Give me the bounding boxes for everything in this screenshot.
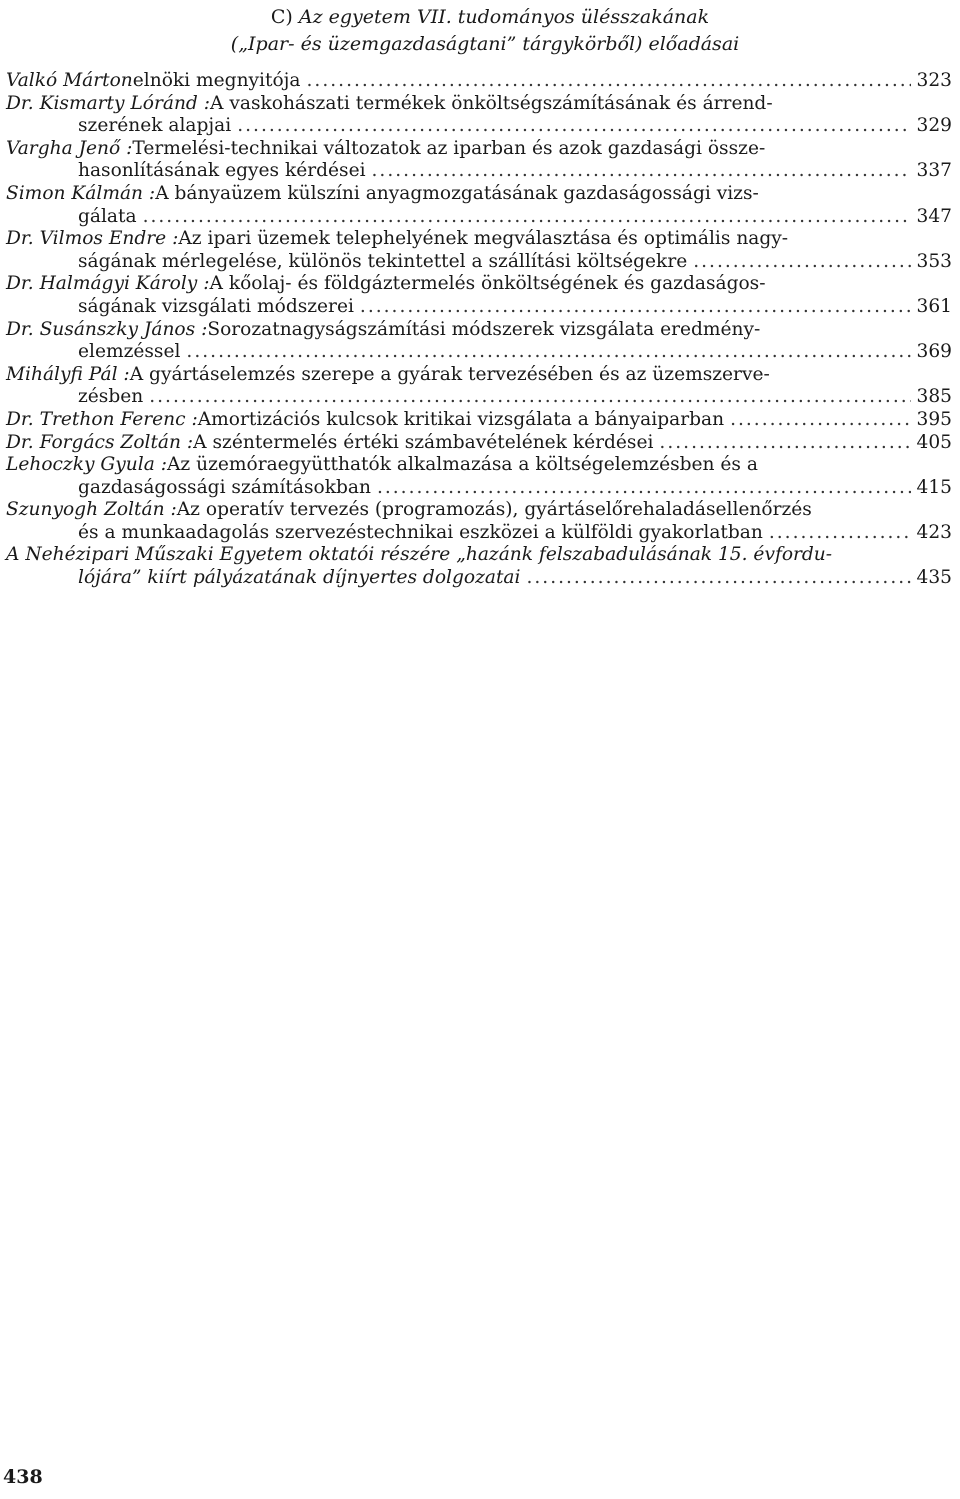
toc-entry-title-cont: zésben xyxy=(78,386,144,408)
toc-entry-page: 395 xyxy=(916,408,952,430)
toc-entry-author: Simon Kálmán : xyxy=(6,182,156,204)
dot-leader xyxy=(377,477,911,500)
toc-entry xyxy=(6,273,952,318)
toc-entry-author: Szunyogh Zoltán : xyxy=(6,499,177,521)
toc-entry-page: 415 xyxy=(916,476,952,498)
toc-entry-page: 435 xyxy=(916,567,952,589)
toc-entry xyxy=(6,544,952,589)
toc-entry xyxy=(6,454,952,499)
toc-entry-author: Dr. Halmágyi Károly : xyxy=(6,273,210,295)
toc-entry-author: Dr. Trethon Ferenc : xyxy=(6,408,198,430)
toc-entry-title-cont: és a munkaadagolás szervezéstechnikai eszközei a külföldi gyakorlatban xyxy=(78,521,763,543)
toc-entry-page: 347 xyxy=(916,205,952,227)
toc-entry-author: Dr. Kismarty Lóránd : xyxy=(6,92,211,114)
section-header xyxy=(0,4,960,58)
toc-entry xyxy=(6,432,952,455)
toc-entry-page: 353 xyxy=(916,250,952,272)
toc-entry xyxy=(6,319,952,364)
toc-entry xyxy=(6,183,952,228)
toc-entry-title-cont: gazdaságossági számításokban xyxy=(78,476,371,498)
toc-entry-author: Mihályfi Pál : xyxy=(6,363,130,385)
dot-leader xyxy=(372,160,911,183)
toc-entry-page: 329 xyxy=(916,115,952,137)
dot-leader xyxy=(360,296,911,319)
toc-entry-author: A Nehézipari Műszaki Egyetem oktatói részére „hazánk felszabadulásának 15. évfordu- xyxy=(6,544,833,566)
dot-leader xyxy=(149,386,910,409)
toc-entry-page: 337 xyxy=(916,160,952,182)
toc-entry-title-cont: elemzéssel xyxy=(78,341,181,363)
section-label: C) xyxy=(270,6,293,28)
toc-entry-author: Dr. Susánszky János : xyxy=(6,318,208,340)
toc-entry-title-cont: szerének alapjai xyxy=(78,115,232,137)
toc-entry-title: Sorozatnagyságszámítási módszerek vizsgálata eredmény- xyxy=(207,318,761,340)
toc-entry-title-cont: gálata xyxy=(78,205,137,227)
toc-entry-title: A széntermelés értéki számbavételének kérdései xyxy=(193,431,654,453)
dot-leader xyxy=(143,206,911,229)
toc-entry-author: Vargha Jenő : xyxy=(6,137,133,159)
toc-entry-page: 323 xyxy=(916,70,952,91)
toc-entry-title: A gyártáselemzés szerepe a gyárak tervezésében és az üzemszerve- xyxy=(129,363,770,385)
dot-leader xyxy=(769,522,911,545)
dot-leader xyxy=(186,341,910,364)
toc-entry-title-cont: ságának mérlegelése, különös tekintettel a szállítási költségekre xyxy=(78,250,688,272)
toc-entry-title: Termelési-technikai változatok az iparban és azok gazdasági össze- xyxy=(132,137,766,159)
toc-entry-author: Dr. Forgács Zoltán : xyxy=(6,431,194,453)
toc-entry xyxy=(6,138,952,183)
toc-entry-page: 385 xyxy=(916,386,952,408)
toc-entry xyxy=(6,499,952,544)
toc-entry-page: 423 xyxy=(916,521,952,543)
dot-leader xyxy=(693,251,910,274)
dot-leader xyxy=(237,115,910,138)
toc-entry xyxy=(6,228,952,273)
toc-entry-page: 405 xyxy=(916,431,952,453)
dot-leader xyxy=(659,432,910,455)
toc-entry xyxy=(6,409,952,432)
toc-entry-title: elnöki megnyitója xyxy=(132,70,301,91)
toc-entry-page: 369 xyxy=(916,341,952,363)
toc-entry-title-cont: ságának vizsgálati módszerei xyxy=(78,295,354,317)
dot-leader xyxy=(526,567,910,590)
toc-entry-title: Amortizációs kulcsok kritikai vizsgálata a bányaiparban xyxy=(197,408,725,430)
toc-entry-title-cont: lójára” kiírt pályázatának díjnyertes dolgozatai xyxy=(78,567,521,589)
table-of-contents xyxy=(6,70,952,590)
toc-entry xyxy=(6,364,952,409)
toc-entry xyxy=(6,70,952,93)
toc-entry-title: A vaskohászati termékek önköltségszámításának és árrend- xyxy=(210,92,773,114)
toc-entry-author: Lehoczky Gyula : xyxy=(6,454,167,476)
dot-leader xyxy=(730,409,910,432)
toc-entry-title: Az üzemóraegyütthatók alkalmazása a költségelemzésben és a xyxy=(166,454,758,476)
toc-entry-title-cont: hasonlításának egyes kérdései xyxy=(78,160,366,182)
section-subtitle: („Ipar- és üzemgazdaságtani” tárgykörből) előadásai xyxy=(230,33,740,55)
dot-leader xyxy=(307,70,911,93)
toc-entry xyxy=(6,93,952,138)
toc-entry-title: A kőolaj- és földgáztermelés önköltségének és gazdaságos- xyxy=(209,273,766,295)
toc-entry-author: Dr. Vilmos Endre : xyxy=(6,228,179,250)
page-number: 438 xyxy=(3,1466,43,1488)
section-title xyxy=(0,4,960,31)
toc-entry-page: 361 xyxy=(916,295,952,317)
section-title-italic: Az egyetem VII. tudományos ülésszakának xyxy=(298,6,710,28)
toc-entry-title: Az ipari üzemek telephelyének megválasztása és optimális nagy- xyxy=(178,228,789,250)
toc-entry-author: Valkó Márton xyxy=(6,70,133,91)
toc-entry-title: Az operatív tervezés (programozás), gyártáselőrehaladásellenőrzés xyxy=(176,499,812,521)
toc-entry-title: A bányaüzem külszíni anyagmozgatásának gazdaságossági vizs- xyxy=(155,182,759,204)
